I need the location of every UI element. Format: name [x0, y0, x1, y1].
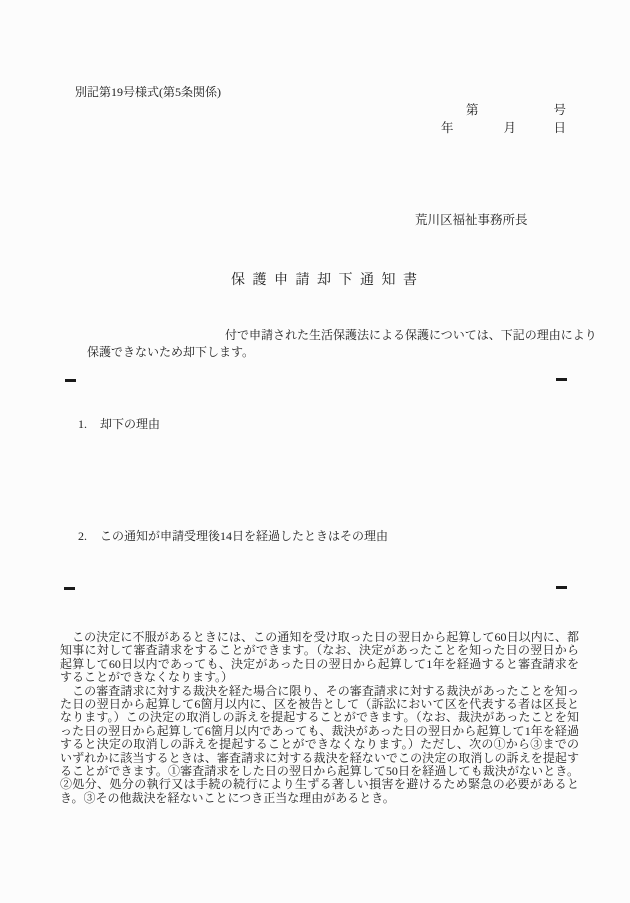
- appeal-paragraph-2: この審査請求に対する裁決を経た場合に限り、その審査請求に対する裁決があったことを知った日の翌日から起算して6箇月以内に、区を被告として（訴訟において区を代表する者は区長となります。）この決定の取消しの訴えを提起することができます。（なお、裁決があったことを知った日の翌日から起算して6箇月以内であっても、裁決があった日の翌日から起算して1年を経過すると決定の取消しの訴えを提起することができなくなります。）ただし、次の①から③までのいずれかに該当するときは、審査請求に対する裁決を経ないでこの決定の取消しの訴えを提起することができます。①審査請求をした日の翌日から起算して50日を経過しても裁決がないとき。②処分、処分の執行又は手続の続行により生ずる著しい損害を避けるため緊急の必要があるとき。③その他裁決を経ないことにつき正当な理由があるとき。: [60, 683, 579, 805]
- document-title: 保 護 申 請 却 下 通 知 書: [231, 273, 419, 288]
- fold-mark-bottom-left: [64, 587, 75, 590]
- fold-mark-top-right: [556, 378, 567, 381]
- item-number: 2.: [78, 529, 87, 543]
- document-number-line: 第 号: [465, 103, 566, 117]
- list-item-rejection-reason: [78, 415, 160, 432]
- appeal-paragraph-1: この決定に不服があるときには、この通知を受け取った日の翌日から起算して60日以内に、都知事に対して審査請求をすることができます。（なお、決定があったことを知った日の翌日から起算して60日以内であっても、決定があった日の翌日から起算して1年を経過すると審査請求をすることができなくなります。）: [60, 630, 579, 685]
- item-text: この通知が申請受理後14日を経過したときはその理由: [100, 529, 389, 543]
- fold-mark-top-left: [65, 379, 76, 382]
- appeal-notice: [60, 631, 579, 805]
- item-text: 却下の理由: [100, 417, 161, 431]
- sender-name: 荒川区福祉事務所長: [415, 213, 528, 227]
- form-number: 別記第19号様式(第5条関係): [75, 85, 221, 99]
- date-line: 年 月 日: [440, 121, 566, 135]
- item-number: 1.: [78, 417, 87, 431]
- fold-mark-bottom-right: [556, 586, 567, 589]
- list-item-delay-reason: [78, 527, 388, 544]
- intro-paragraph-line-1: 付で申請された生活保護法による保護については、下記の理由により: [225, 328, 597, 342]
- intro-paragraph-line-2: 保護できないため却下します。: [87, 345, 255, 359]
